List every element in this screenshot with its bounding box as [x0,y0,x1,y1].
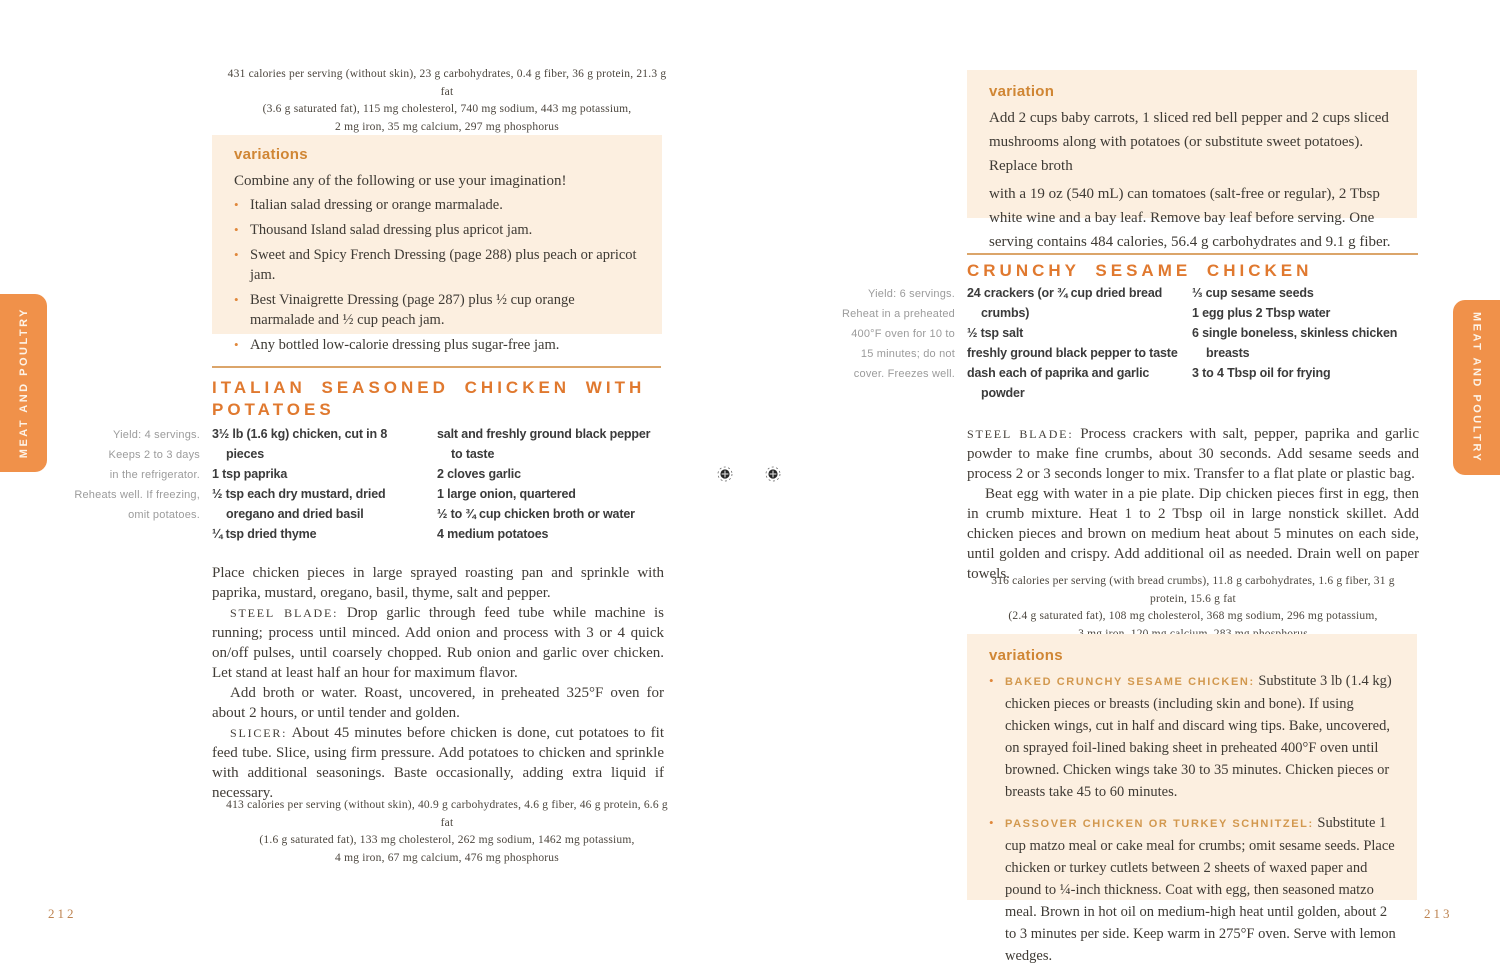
list-item: • Any bottled low-calorie dressing plus sugar-free jam. [234,337,560,353]
side-note-line: 400°F oven for 10 to [851,328,955,340]
ingredient: ½ tsp salt [967,326,1024,340]
side-note-line: Yield: 4 servings. [113,429,200,441]
list-item: • PASSOVER CHICKEN OR TURKEY SCHNITZEL: Substitute 1 cup matzo meal or cake meal for crumbs; omit sesame seeds. Place chicken or turkey cutlets between 2 sheets of waxed paper and pound to ¼-inch thickness. Coat with egg, then seasoned matzo meal. Brown in hot oil on medium-high heat until golden, about 2 to 3 minutes per side. Keep warm in 275°F oven. Serve with lemon wedges. [989,812,1397,967]
variations-intro: Combine any of the following or use your imagination! [234,173,567,189]
ingredients-column-2 [437,424,663,544]
ingredient: ½ tsp each dry mustard, dried oregano and dried basil [212,487,386,521]
nutrition-line: (1.6 g saturated fat), 133 mg cholesterol, 262 mg sodium, 1462 mg potassium, [259,834,635,846]
side-note-line: cover. Freezes well. [853,368,955,380]
ingredient: 6 single boneless, skinless chicken breasts [1192,326,1398,360]
registration-dot-icon [717,466,733,482]
nutrition-line: 431 calories per serving (without skin), 23 g carbohydrates, 0.4 g fiber, 36 g protein, 21.3 g fat [227,68,667,98]
variation-box-title: variation [989,83,1055,100]
ingredient: 1 large onion, quartered [437,487,576,501]
nutrition-info-bottom [222,797,672,867]
chapter-tab-left[interactable] [0,294,47,472]
technique-lead: STEEL BLADE: [967,427,1074,441]
ingredient: 24 crackers (or ¾ cup dried bread crumbs) [967,286,1163,320]
chapter-tab-right[interactable] [1453,300,1500,475]
ingredient: freshly ground black pepper to taste [967,346,1178,360]
variation-lead: BAKED CRUNCHY SESAME CHICKEN: [1005,676,1255,688]
variations-box-title: variations [234,146,308,163]
side-note-line: Reheats well. If freezing, [74,489,200,501]
instruction-paragraph: Add broth or water. Roast, uncovered, in preheated 325°F oven for about 2 hours, or until tender and golden. [212,685,664,721]
bullet-icon: • [234,292,239,307]
variation-box [967,70,1417,250]
ingredient: ¼ tsp dried thyme [212,527,317,541]
side-note-line: in the refrigerator. [109,469,200,481]
variation-lead: PASSOVER CHICKEN OR TURKEY SCHNITZEL: [1005,818,1314,830]
ingredient: 3½ lb (1.6 kg) chicken, cut in 8 pieces [212,427,388,461]
ingredient: ⅓ cup sesame seeds [1192,286,1314,300]
variations-box-title: variations [989,647,1063,664]
recipe-side-notes [815,284,955,384]
bullet-icon: • [234,247,239,262]
recipe-title: ITALIAN SEASONED CHICKEN WITH POTATOES [212,378,646,419]
chapter-tab-label: MEAT AND POULTRY [1470,311,1483,464]
nutrition-info-top [222,66,672,136]
side-note-line: Yield: 6 servings. [868,288,955,300]
ingredient: 1 egg plus 2 Tbsp water [1192,306,1331,320]
instruction-paragraph: Beat egg with water in a pie plate. Dip chicken pieces first in egg, then in crumb mixture. Heat 1 to 2 Tbsp oil in large nonstick skillet. Add chicken pieces and brown on medium heat about 5 minutes on each side, until golden and crispy. Add additional oil as needed. Drain well on paper towels. [967,486,1419,582]
nutrition-line: (2.4 g saturated fat), 108 mg cholesterol, 368 mg sodium, 296 mg potassium, [1008,610,1378,622]
ingredients-column-1 [212,424,428,544]
bullet-icon: • [989,673,994,688]
side-note-line: 15 minutes; do not [860,348,955,360]
nutrition-line: 2 mg iron, 35 mg calcium, 297 mg phosphorus [335,120,559,133]
list-item: • Sweet and Spicy French Dressing (page 288) plus peach or apricot jam. [234,247,637,283]
nutrition-line: 413 calories per serving (without skin), 40.9 g carbohydrates, 4.6 g fiber, 46 g protein, 6.6 g fat [226,799,668,829]
recipe-side-notes [58,425,200,525]
nutrition-line: 316 calories per serving (with bread crumbs), 11.8 g carbohydrates, 1.6 g fiber, 31 g protein, 15.6 g fat [991,575,1395,605]
ingredient: dash each of paprika and garlic powder [967,366,1150,400]
ingredients-column-2 [1192,283,1420,383]
ingredient: salt and freshly ground black pepper to taste [437,427,651,461]
bullet-icon: • [234,337,239,352]
bullet-icon: • [234,222,239,237]
variations-box [967,634,1417,964]
instruction-paragraph: Place chicken pieces in large sprayed roasting pan and sprinkle with paprika, mustard, oregano, basil, thyme, salt and pepper. [212,565,664,601]
instruction-paragraph: STEEL BLADE: Drop garlic through feed tube while machine is running; process until minced. Add onion and process with 3 or 4 quick on/off pulses, until coarsely chopped. Rub onion and garlic over chicken. Let stand at least half an hour for maximum flavor. [212,605,665,681]
page-number-left: 212 [48,906,77,921]
list-item: • Thousand Island salad dressing plus apricot jam. [234,222,533,238]
variation-paragraph: Add 2 cups baby carrots, 1 sliced red bell pepper and 2 cups sliced mushrooms along with potatoes (or substitute sweet potatoes). Replace broth [989,110,1389,174]
section-rule [967,253,1418,255]
instruction-paragraph: SLICER: About 45 minutes before chicken is done, cut potatoes to fit feed tube. Slice, using firm pressure. Add potatoes to chicken and sprinkle with additional seasonings. Baste occasionally, adding extra liquid if necessary. [212,725,664,801]
list-item: • Italian salad dressing or orange marmalade. [234,197,503,213]
recipe-instructions [967,424,1419,584]
ingredient: 3 to 4 Tbsp oil for frying [1192,366,1331,380]
page-number-right: 213 [1424,906,1453,921]
chapter-tab-label: MEAT AND POULTRY [17,307,30,459]
side-note-line: Keeps 2 to 3 days [108,449,200,461]
ingredient: 1 tsp paprika [212,467,288,481]
registration-dot-icon [765,466,781,482]
side-note-line: omit potatoes. [128,509,200,521]
nutrition-line: 4 mg iron, 67 mg calcium, 476 mg phosphorus [335,851,559,864]
ingredient: 4 medium potatoes [437,527,549,541]
list-item: • BAKED CRUNCHY SESAME CHICKEN: Substitute 3 lb (1.4 kg) chicken pieces or breasts (including skin and bone). If using chicken wings, cut in half and discard wing tips. Bake, uncovered, on sprayed foil-lined baking sheet in preheated 400°F oven until browned. Chicken wings take 30 to 35 minutes. Chicken pieces or breasts take 45 to 60 minutes. [989,670,1397,803]
bullet-icon: • [234,197,239,212]
recipe-title: CRUNCHY SESAME CHICKEN [967,261,1313,280]
ingredient: 2 cloves garlic [437,467,521,481]
nutrition-line: (3.6 g saturated fat), 115 mg cholesterol, 740 mg sodium, 443 mg potassium, [262,103,632,115]
recipe-instructions [212,563,664,803]
variation-paragraph: with a 19 oz (540 mL) can tomatoes (salt-free or regular), 2 Tbsp white wine and a bay leaf. Remove bay leaf before serving. One serving contains 484 calories, 56.4 g carbohydrates and 9.1 g fiber. [989,186,1391,250]
ingredients-column-1 [967,283,1187,403]
list-item: • Best Vinaigrette Dressing (page 287) plus ½ cup orange marmalade and ½ cup peach jam. [234,292,575,328]
side-note-line: Reheat in a preheated [841,308,955,320]
ingredient: ½ to ¾ cup chicken broth or water [437,507,635,521]
nutrition-info [972,573,1414,643]
bullet-icon: • [989,815,994,830]
instruction-paragraph: STEEL BLADE: Process crackers with salt, pepper, paprika and garlic powder to make fine crumbs, about 30 seconds. Add sesame seeds and process 2 or 3 seconds longer to mix. Transfer to a flat plate or plastic bag. [967,426,1420,482]
variations-box [212,135,662,353]
technique-lead: STEEL BLADE: [230,606,339,620]
section-rule [212,366,661,368]
technique-lead: SLICER: [230,726,288,740]
